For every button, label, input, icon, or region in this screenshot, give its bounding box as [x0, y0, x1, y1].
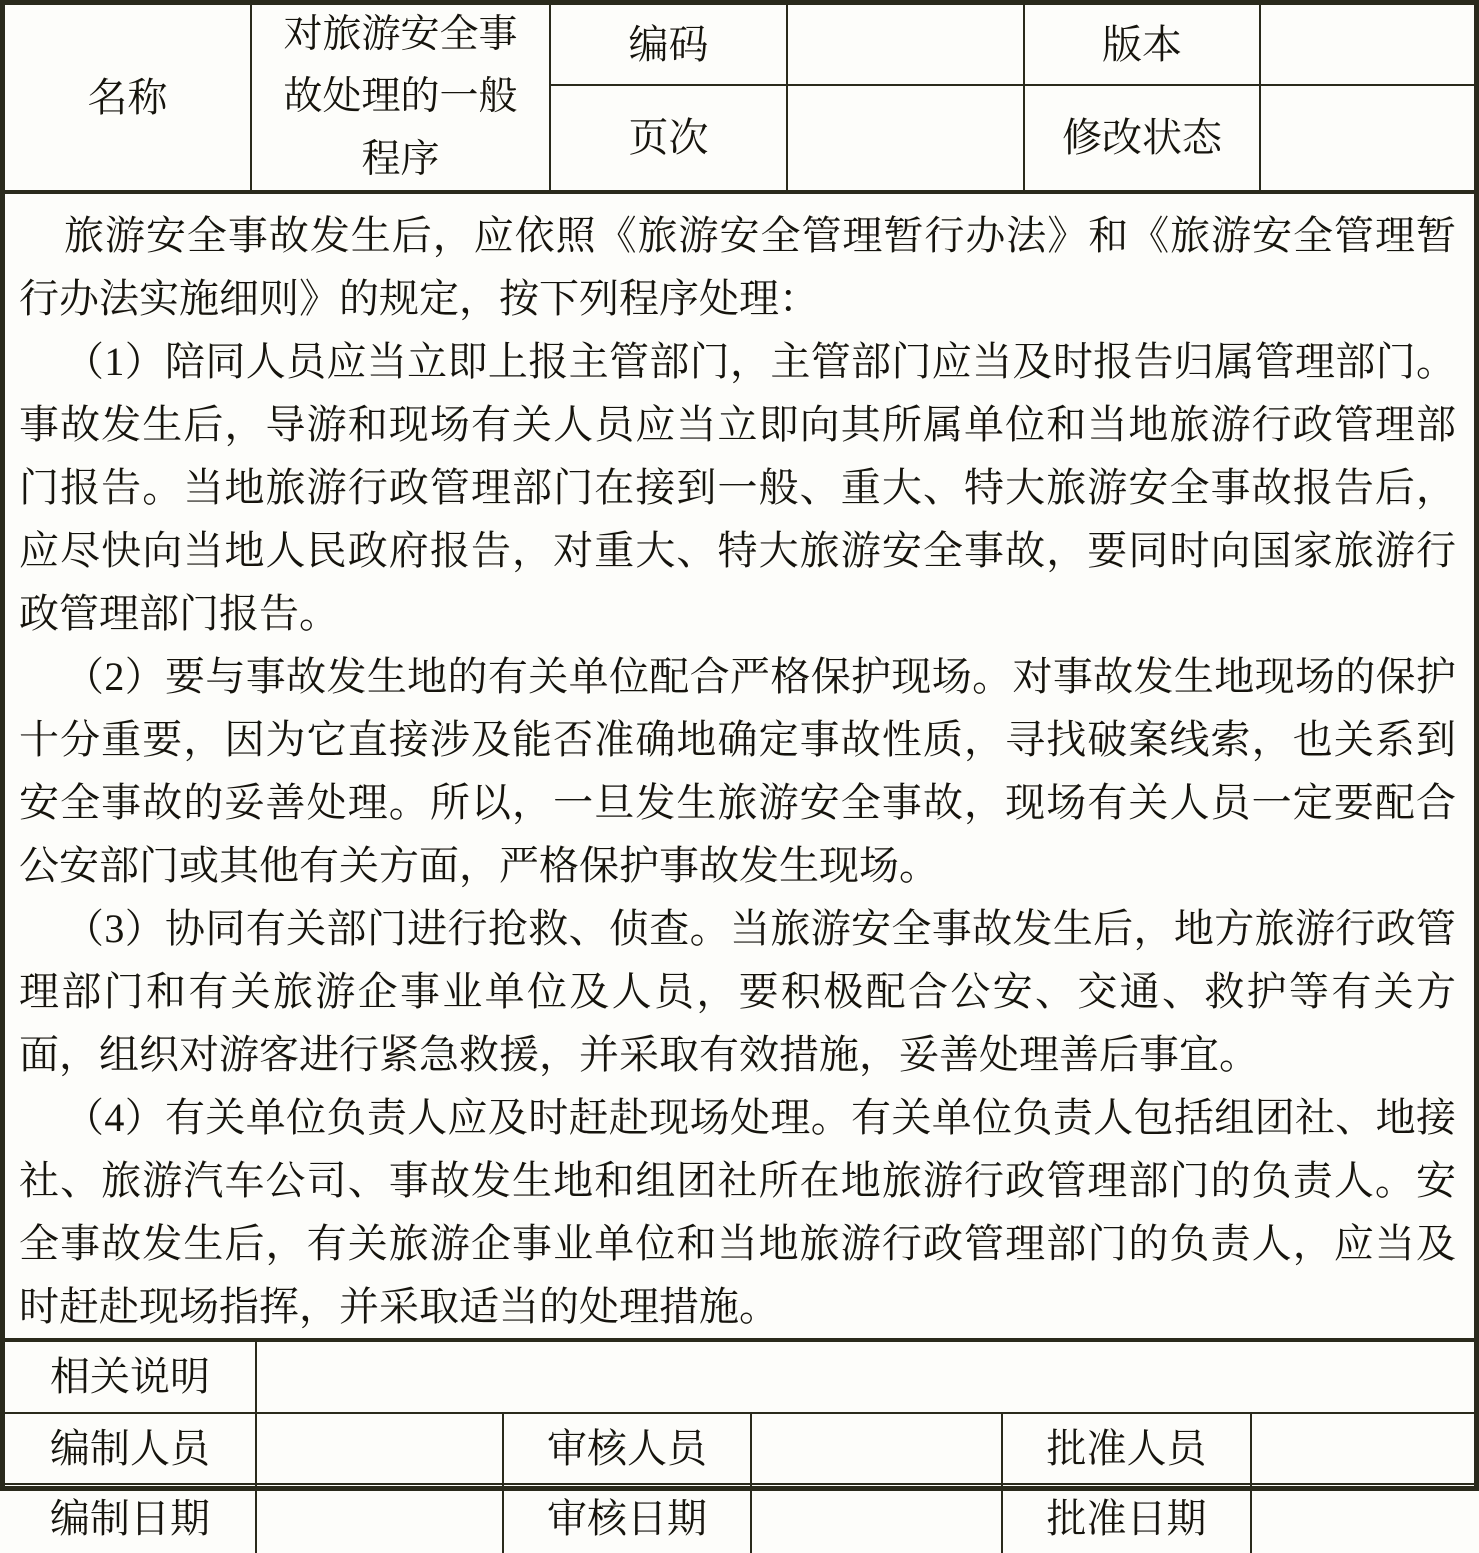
- document-title: 对旅游安全事故处理的一般程序: [250, 5, 549, 190]
- prepared-date-label: 编制日期: [50, 1496, 210, 1541]
- step-1-paragraph: （1）陪同人员应当立即上报主管部门，主管部门应当及时报告归属管理部门。事故发生后，导游和现场有关人员应当立即向其所属单位和当地旅游行政管理部门报告。当地旅游行政管理部门在接到一般、重大、特大旅游安全事故报告后，应尽快向当地人民政府报告，对重大、特大旅游安全事故，要同时向国家旅游行政管理部门报告。: [19, 339, 1456, 636]
- step-4-paragraph: （4）有关单位负责人应及时赶赴现场处理。有关单位负责人包括组团社、地接社、旅游汽车公司、事故发生地和组团社所在地旅游行政管理部门的负责人。安全事故发生后，有关旅游企事业单位和当地旅游行政管理部门的负责人，应当及时赶赴现场指挥，并采取适当的处理措施。: [19, 1095, 1456, 1329]
- page-label: 页次: [549, 86, 786, 190]
- related-notes-label: 相关说明: [5, 1342, 255, 1414]
- reviewed-date-value: [750, 1485, 1001, 1553]
- footer-table: [5, 1338, 1474, 1553]
- prepared-by-label: 编制人员: [5, 1414, 255, 1485]
- reviewed-by-label: 审核人员: [502, 1414, 750, 1485]
- page-value: [786, 86, 1023, 190]
- approved-date-label: 批准日期: [1001, 1485, 1250, 1553]
- procedure-text-body: [5, 194, 1474, 1338]
- intro-paragraph: 旅游安全事故发生后，应依照《旅游安全管理暂行办法》和《旅游安全管理暂行办法实施细则》的规定，按下列程序处理：: [19, 213, 1456, 321]
- name-label: 名称: [87, 74, 168, 120]
- approved-by-value: [1250, 1414, 1474, 1485]
- version-value: [1259, 5, 1474, 86]
- version-label: 版本: [1023, 5, 1259, 86]
- revision-status-value: [1259, 86, 1474, 190]
- related-notes-value: [255, 1342, 1474, 1414]
- code-label: 编码: [549, 5, 786, 86]
- step-3-paragraph: （3）协同有关部门进行抢救、侦查。当旅游安全事故发生后，地方旅游行政管理部门和有关旅游企事业单位及人员，要积极配合公安、交通、救护等有关方面，组织对游客进行紧急救援，并采取有效措施，妥善处理善后事宜。: [19, 906, 1456, 1077]
- reviewed-by-value: [750, 1414, 1001, 1485]
- prepared-by-value: [255, 1414, 502, 1485]
- header-table: [5, 5, 1474, 194]
- step-2-paragraph: （2）要与事故发生地的有关单位配合严格保护现场。对事故发生地现场的保护十分重要，因为它直接涉及能否准确地确定事故性质，寻找破案线索，也关系到安全事故的妥善处理。所以，一旦发生旅游安全事故，现场有关人员一定要配合公安部门或其他有关方面，严格保护事故发生现场。: [19, 654, 1456, 888]
- approved-date-value: [1250, 1485, 1474, 1553]
- approved-by-label: 批准人员: [1001, 1414, 1250, 1485]
- code-value: [786, 5, 1023, 86]
- prepared-date-value: [255, 1485, 502, 1553]
- revision-status-label: 修改状态: [1023, 86, 1259, 190]
- reviewed-date-label: 审核日期: [502, 1485, 750, 1553]
